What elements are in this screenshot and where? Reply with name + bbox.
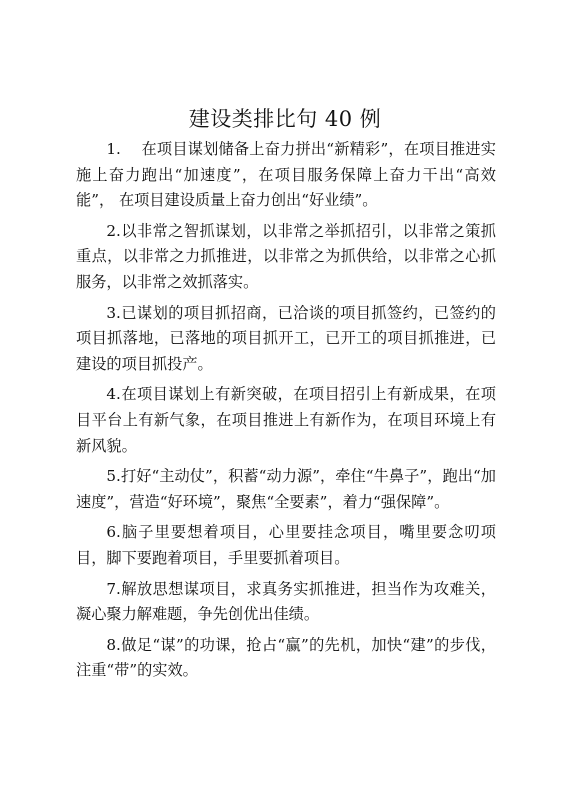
list-item: 8.做足“谋”的功课，抢占“赢”的先机，加快“建”的步伐，注重“带”的实效。: [76, 635, 496, 680]
list-item: 5.打好“主动仗”，积蓄“动力源”，牵住“牛鼻子”，跑出“加速度”，营造“好环境”，聚焦“全要素”，着力“强保障”。: [76, 467, 496, 511]
list-item: 1. 在项目谋划储备上奋力拼出“新精彩”，在项目推进实施上奋力跑出“加速度”，在项目服务保障上奋力干出“高效能”， 在项目建设质量上奋力创出“好业绩”。: [76, 140, 496, 210]
document-body: [76, 137, 496, 689]
list-item: 2.以非常之智抓谋划，以非常之举抓招引，以非常之策抓重点，以非常之力抓推进，以非常之为抓供给，以非常之心抓服务，以非常之效抓落实。: [76, 221, 496, 291]
list-item: 4.在项目谋划上有新突破，在项目招引上有新成果，在项目平台上有新气象，在项目推进上有新作为，在项目环境上有新风貌。: [76, 385, 496, 455]
document-title: 建设类排比句 40 例: [188, 107, 382, 131]
list-item: 7.解放思想谋项目，求真务实抓推进，担当作为攻难关，凝心聚力解难题，争先创优出佳绩。: [76, 579, 496, 624]
list-item: 3.已谋划的项目抓招商，已洽谈的项目抓签约，已签约的项目抓落地，已落地的项目抓开工，已开工的项目抓推进，已建设的项目抓投产。: [76, 303, 496, 373]
list-item: 6.脑子里要想着项目，心里要挂念项目，嘴里要念叨项目，脚下要跑着项目，手里要抓着项目。: [76, 523, 496, 567]
